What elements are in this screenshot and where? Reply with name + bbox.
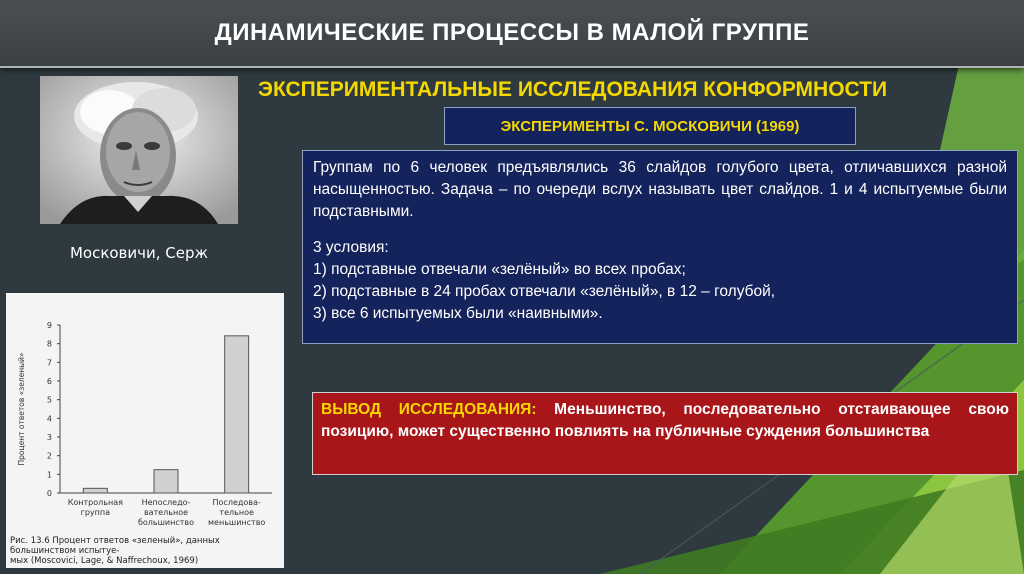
bar <box>83 488 107 493</box>
experiment-description: Группам по 6 человек предъявлялись 36 слайдов голубого цвета, отличавшихся разной насыщенностью. Задача – по очереди вслух называть цвет слайдов. 1 и 4 испытуемые были подставными. <box>313 159 1007 220</box>
y-tick-label: 5 <box>46 395 52 405</box>
y-tick-label: 0 <box>46 489 52 498</box>
y-tick-label: 4 <box>46 414 52 424</box>
category-label: меньшинство <box>208 518 266 527</box>
photo-caption: Московичи, Серж <box>69 244 209 262</box>
conclusion-label: ВЫВОД ИССЛЕДОВАНИЯ: <box>321 401 537 418</box>
y-tick-label: 9 <box>46 321 52 330</box>
title-bar <box>0 0 1024 68</box>
conclusion-text: Меньшинство, последовательно отстаивающее свою позицию, может существенно повлиять на публичные суждения большинства <box>321 401 1009 440</box>
portrait-photo <box>40 76 238 224</box>
experiments-label-box <box>444 107 856 145</box>
y-tick-label: 6 <box>46 377 52 386</box>
conditions-list <box>313 259 1007 325</box>
y-tick-label: 3 <box>46 433 52 442</box>
slide-subtitle: ЭКСПЕРИМЕНТАЛЬНЫЕ ИССЛЕДОВАНИЯ КОНФОРМНОСТИ <box>258 78 888 101</box>
condition-item: 2) подставные в 24 пробах отвечали «зелёный», в 12 – голубой, <box>313 283 776 300</box>
conditions-heading: 3 условия: <box>313 239 389 256</box>
conclusion-box <box>312 392 1018 475</box>
y-tick-label: 7 <box>46 358 52 368</box>
slide-title: ДИНАМИЧЕСКИЕ ПРОЦЕССЫ В МАЛОЙ ГРУППЕ <box>214 19 810 46</box>
y-axis-label: Процент ответов «зеленый» <box>17 352 26 466</box>
figure-caption <box>10 536 282 566</box>
condition-item: 3) все 6 испытуемых были «наивными». <box>313 305 603 322</box>
bar-chart <box>6 293 284 535</box>
y-tick-label: 1 <box>46 470 52 480</box>
category-label: Последова- <box>212 498 261 507</box>
condition-item: 1) подставные отвечали «зелёный» во всех пробах; <box>313 261 686 278</box>
chart-figure <box>6 293 284 568</box>
bar <box>225 336 249 493</box>
figure-caption-line: мых (Moscovici, Lage, & Naffrechoux, 1969) <box>10 556 199 566</box>
category-label: большинство <box>137 518 195 527</box>
category-label: тельное <box>219 508 254 517</box>
category-label: группа <box>80 508 111 517</box>
portrait-image <box>40 76 238 224</box>
bar <box>154 470 178 493</box>
y-tick-label: 2 <box>46 451 52 461</box>
description-box <box>302 150 1018 344</box>
category-label: вательное <box>143 508 189 517</box>
category-label: Непоследо- <box>141 498 191 507</box>
figure-caption-line: Рис. 13.6 Процент ответов «зеленый», данных большинством испытуе- <box>10 536 220 556</box>
category-label: Контрольная <box>67 498 123 507</box>
experiments-label: ЭКСПЕРИМЕНТЫ С. МОСКОВИЧИ (1969) <box>500 117 800 135</box>
y-tick-label: 8 <box>46 339 52 349</box>
